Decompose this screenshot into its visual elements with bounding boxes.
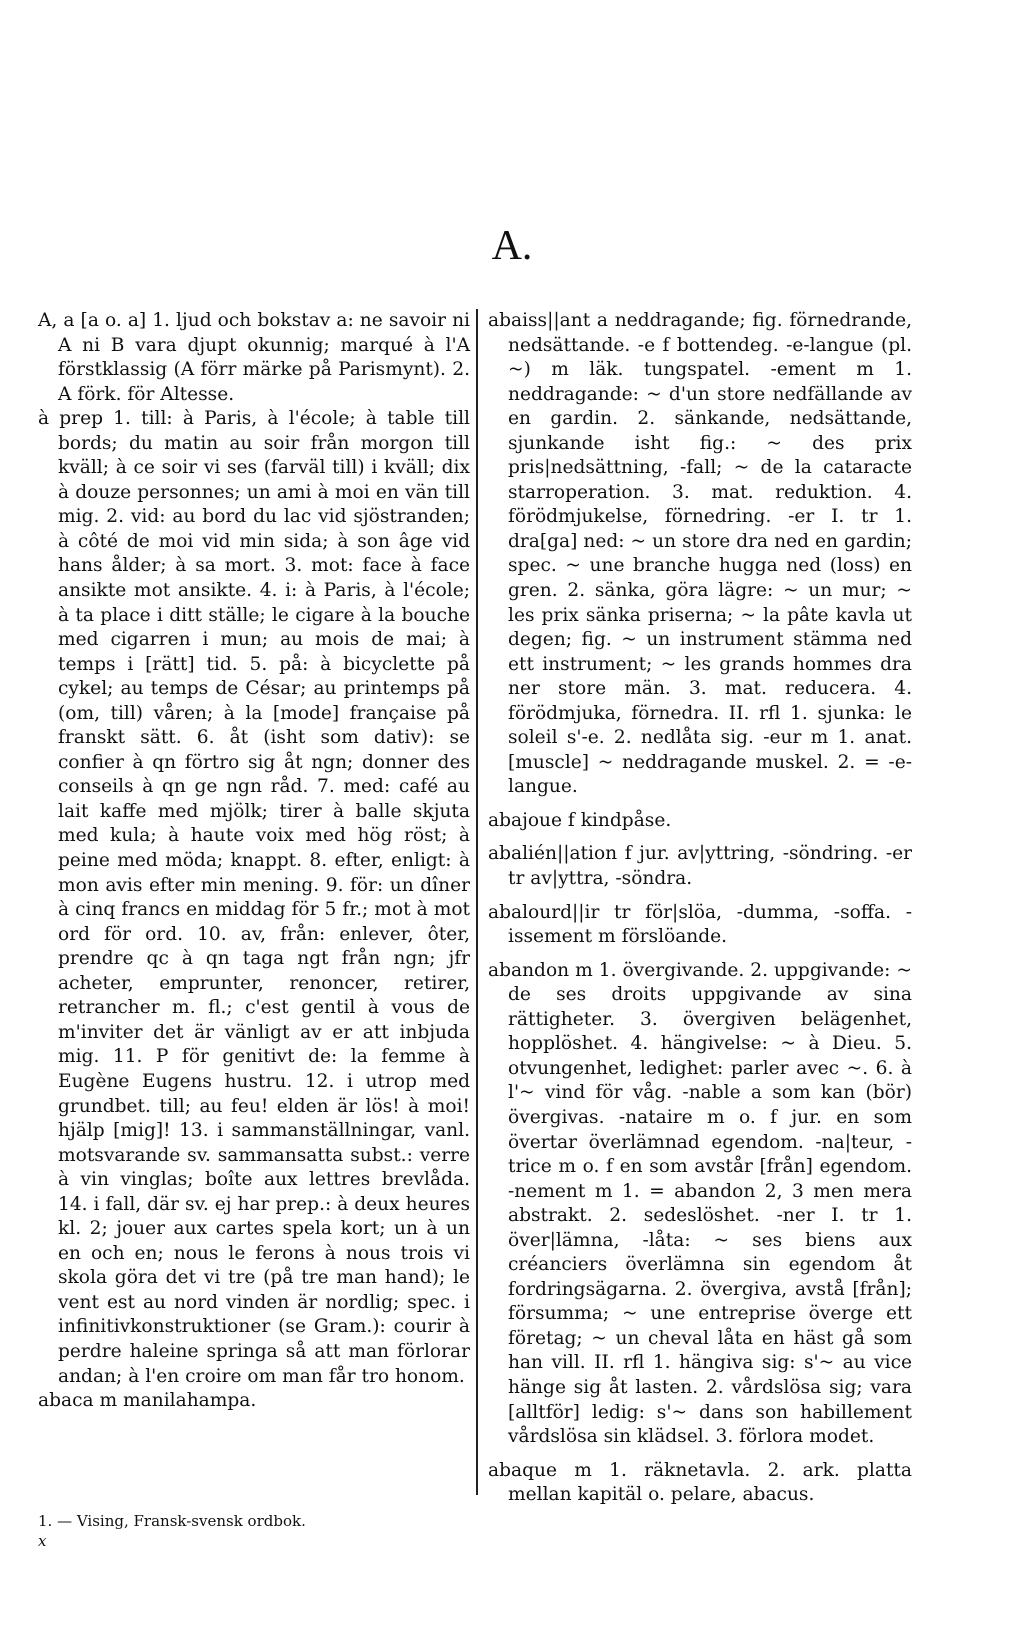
footer-mark: x bbox=[38, 1532, 47, 1550]
right-column bbox=[488, 309, 912, 1517]
entry-abajoue: abajoue f kindpåse. bbox=[488, 809, 672, 831]
entry-abaissant: abaiss||ant a neddragande; fig. förnedrande, nedsättande. -e f bottendeg. -e-langue (pl. ~) m läk. tungspatel. -ement m 1. neddragande: ~ d'un store nedfällande av en gardin. 2. sänkande, nedsättande, sjunkande isht fig.: ~ des prix pris|nedsättning, -fall; ~ de la cataracte starroperation. 3. mat. reduktion. 4. förödmjukelse, förnedring. -er I. tr 1. dra[ga] ned: ~ un store dra ned en gardin; spec. ~ une branche hugga ned (loss) en gren. 2. sänka, göra lägre: ~ un mur; ~ les prix sänka priserna; ~ la pâte kavla ut degen; fig. ~ un instrument stämma ned ett instrument; ~ les grands hommes dra ner store män. 3. mat. reducera. 4. förödmjuka, förnedra. II. rfl 1. sjunka: le soleil s'-e. 2. nedlåta sig. -eur m 1. anat. [muscle] ~ neddragande muskel. 2. = -e-langue. bbox=[488, 310, 912, 798]
entry-abaca: abaca m manilahampa. bbox=[38, 1390, 257, 1412]
entry-a-prep: à prep 1. till: à Paris, à l'école; à table till bords; du matin au soir från morgon till kväll; à ce soir vi ses (farväl till) i kväll; dix à douze personnes; un ami à moi en vän till mig. 2. vid: au bord du lac vid sjöstranden; à côté de moi vid min sida; à son âge vid hans ålder; à sa mort. 3. mot: face à face ansikte mot ansikte. 4. i: à Paris, à l'école; à ta place i ditt ställe; le cigare à la bouche med cigarren i mun; au mois de mai; à temps i [rätt] tid. 5. på: à bicyclette på cykel; au temps de César; au printemps på (om, till) våren; à la [mode] française på franskt sätt. 6. åt (isht som dativ): se confier à qn förtro sig åt ngn; donner des conseils à qn ge ngn råd. 7. med: café au lait kaffe med mjölk; tirer à balle skjuta med kula; à haute voix med hög röst; à peine med möda; knappt. 8. efter, enligt: à mon avis efter min mening. 9. för: un dîner à cinq francs en middag för 5 fr.; mot à mot ord för ord. 10. av, från: enlever, ôter, prendre qc à qn taga ngt från ngn; jfr acheter, emprunter, renoncer, retirer, retrancher m. fl.; c'est gentil à vous de m'inviter det är vänligt av er att inbjuda mig. 11. P för genitivt de: la femme à Eugène Eugens hustru. 12. i utrop med grundbet. till; au feu! elden är lös! à moi! hjälp [mig]! 13. i sammanställningar, vanl. motsvarande sv. sammansatta subst.: verre à vin vinglas; boîte aux lettres brevlåda. 14. i fall, där sv. ej har prep.: à deux heures kl. 2; jouer aux cartes spela kort; un à un en och en; nous le ferons à nous trois vi skola göra det vi tre (på tre man hand); le vent est au nord vinden är nordlig; spec. i infinitivkonstruktioner (se Gram.): courir à perdre haleine springa så att man förlorar andan; à l'en croire om man får tro honom. bbox=[38, 408, 470, 1387]
entry-a-letter: A, a [a o. a] 1. ljud och bokstav a: ne savoir ni A ni B vara djupt okunnig; marqué à l'A förstklassig (A förr märke på Parismynt). 2. A förk. för Altesse. bbox=[38, 310, 470, 405]
page-footer bbox=[38, 1511, 306, 1551]
footer-signature: 1. — Vising, Fransk-svensk ordbok. bbox=[38, 1512, 306, 1530]
column-divider bbox=[476, 309, 478, 1495]
entry-abalourdir: abalourd||ir tr för|slöa, -dumma, -soffa. -issement m förslöande. bbox=[488, 901, 912, 948]
entry-abaque: abaque m 1. räknetavla. 2. ark. platta mellan kapitäl o. pelare, abacus. bbox=[488, 1459, 912, 1506]
entry-abandon: abandon m 1. övergivande. 2. uppgivande: ~ de ses droits uppgivande av sina rättigheter. 3. övergiven belägenhet, hopplöshet. 4. hängivelse: ~ à Dieu. 5. otvungenhet, ledighet: parler avec ~. 6. à l'~ vind för våg. -nable a som kan (bör) övergivas. -nataire m o. f jur. en som övertar överlämnad egendom. -na|teur, -trice m o. f en som avstår [från] egendom. -nement m 1. = abandon 2, 3 men mera abstrakt. 2. sedeslöshet. -ner I. tr 1. över|lämna, -låta: ~ ses biens aux créanciers överlämna sin egendom åt fordringsägarna. 2. övergiva, avstå [från]; försumma; ~ une entreprise överge ett företag; ~ un cheval låta en häst gå som han vill. II. rfl 1. hängiva sig: s'~ au vice hänge sig åt lasten. 2. vårdslösa sig; vara [alltför] ledig: s'~ dans son habillement vårdslösa sin klädsel. 3. förlora modet. bbox=[488, 959, 912, 1448]
left-column bbox=[38, 309, 470, 1414]
entry-abalienation: abalién||ation f jur. av|yttring, -söndring. -er tr av|yttra, -söndra. bbox=[488, 843, 912, 890]
section-letter-heading: A. bbox=[491, 223, 533, 269]
